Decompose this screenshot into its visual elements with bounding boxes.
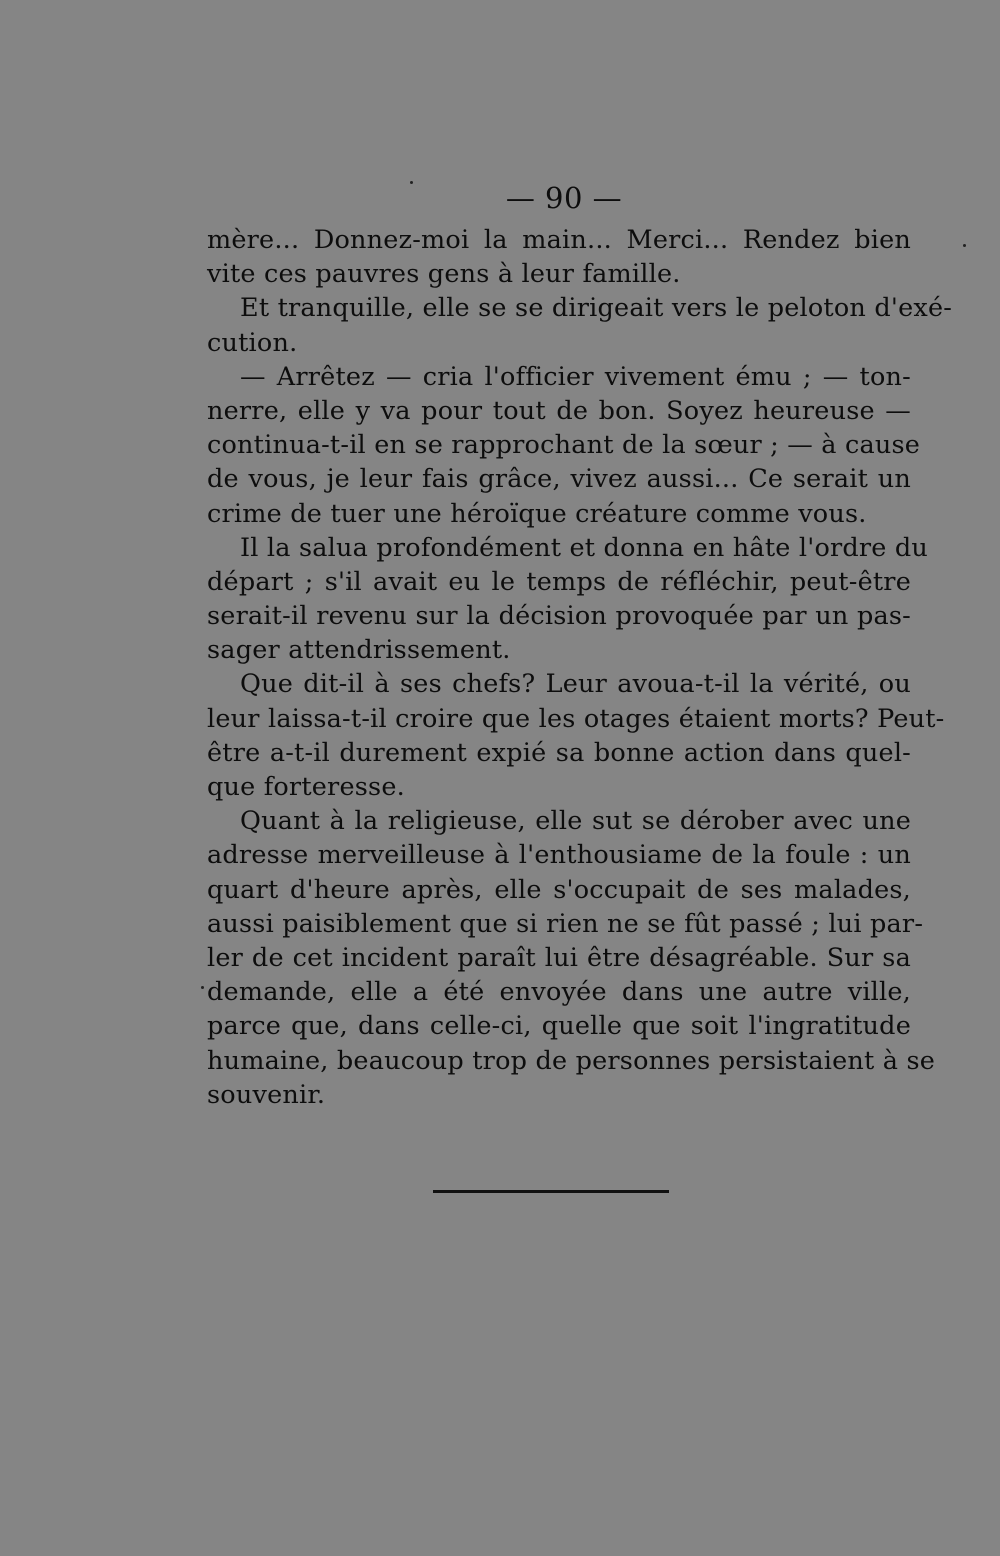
text-line: nerre, elle y va pour tout de bon. Soyez heureuse — [207, 395, 911, 426]
text-line: vite ces pauvres gens à leur famille. [207, 259, 681, 290]
text-line: ler de cet incident paraît lui être désagréable. Sur sa [207, 942, 911, 973]
text-line: serait-il revenu sur la décision provoquée par un pas- [207, 601, 911, 632]
text-line: leur laissa-t-il croire que les otages étaient morts? Peut- [207, 703, 945, 734]
text-line: aussi paisiblement que si rien ne se fût passé ; lui par- [207, 908, 924, 939]
text-line: Et tranquille, elle se se dirigeait vers le peloton d'exé- [240, 293, 953, 324]
text-line: de vous, je leur fais grâce, vivez aussi... Ce serait un [207, 464, 911, 495]
text-line: crime de tuer une héroïque créature comme vous. [207, 498, 867, 529]
page-number: — 90 — [505, 181, 623, 215]
text-line: être a-t-il durement expié sa bonne action dans quel- [207, 737, 911, 768]
end-rule [433, 1190, 669, 1193]
print-speck [963, 244, 966, 247]
text-line: humaine, beaucoup trop de personnes persistaient à se [207, 1045, 936, 1076]
text-line: Quant à la religieuse, elle sut se dérober avec une [240, 806, 911, 837]
text-line: Il la salua profondément et donna en hâte l'ordre du [240, 532, 929, 563]
text-line: mère... Donnez-moi la main... Merci... Rendez bien [207, 225, 911, 255]
print-speck [201, 986, 204, 989]
text-line: — Arrêtez — cria l'officier vivement ému ; — ton- [240, 361, 911, 392]
text-line: Que dit-il à ses chefs? Leur avoua-t-il la vérité, ou [240, 669, 911, 700]
text-line: demande, elle a été envoyée dans une autre ville, [207, 977, 911, 1008]
text-line: continua-t-il en se rapprochant de la sœur ; — à cause [207, 430, 921, 461]
print-speck [410, 181, 413, 184]
text-line: quart d'heure après, elle s'occupait de ses malades, [207, 874, 911, 905]
body-text [207, 223, 953, 1112]
text-line: que forteresse. [207, 772, 405, 802]
text-line: départ ; s'il avait eu le temps de réfléchir, peut-être [207, 566, 911, 597]
text-line: parce que, dans celle-ci, quelle que soit l'ingratitude [207, 1011, 911, 1042]
text-line: cution. [207, 327, 298, 358]
text-line: adresse merveilleuse à l'enthousiame de la foule : un [207, 840, 911, 871]
text-line: sager attendrissement. [207, 635, 511, 666]
text-line: souvenir. [207, 1079, 326, 1110]
